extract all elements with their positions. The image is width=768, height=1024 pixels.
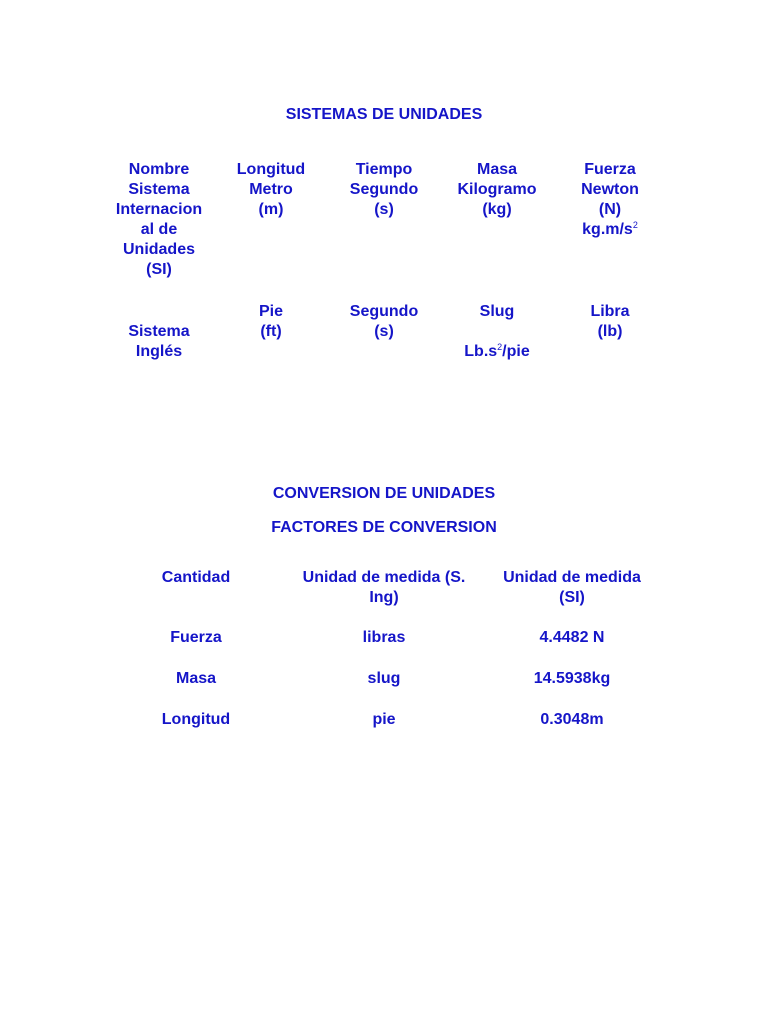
english-name-line-2: Inglés <box>135 343 183 360</box>
si-name-line-3: Internacion <box>115 201 203 218</box>
english-mass-unit <box>437 342 557 362</box>
english-mass-unit-exponent: 2 <box>497 342 503 352</box>
title-conversion-de-unidades: CONVERSION DE UNIDADES <box>272 485 496 502</box>
title-sistemas-de-unidades: SISTEMAS DE UNIDADES <box>285 106 483 123</box>
row-fuerza-english: libras <box>362 629 406 646</box>
si-time-cell <box>329 160 439 220</box>
row-masa-si: 14.5938kg <box>533 670 611 687</box>
si-mass-line-2: Kilogramo <box>457 181 537 198</box>
english-length-line-2: (ft) <box>260 323 282 340</box>
header-unidad-si <box>486 568 658 608</box>
english-time-cell <box>329 302 439 342</box>
english-mass-unit-base: Lb.s <box>464 343 498 360</box>
english-time-line-2: (s) <box>374 323 394 340</box>
english-mass-spacer <box>437 322 557 342</box>
si-force-unit-exponent: 2 <box>632 220 638 230</box>
row-masa-quantity: Masa <box>175 670 217 687</box>
english-mass-name: Slug <box>479 303 515 320</box>
si-time-line-3: (s) <box>374 201 394 218</box>
english-force-cell <box>555 302 665 342</box>
si-length-cell <box>216 160 326 220</box>
english-mass-unit-tail: /pie <box>502 343 530 360</box>
header-unidad-si-line-1: Unidad de medida <box>503 569 641 586</box>
header-unidad-si-line-2: (SI) <box>559 589 585 606</box>
si-mass-line-3: (kg) <box>482 201 512 218</box>
si-force-cell <box>555 160 665 240</box>
si-name-line-1: Nombre <box>128 161 190 178</box>
si-system-name-cell <box>100 160 218 280</box>
si-force-line-1: Fuerza <box>584 161 636 178</box>
si-force-line-3: (N) <box>598 201 622 218</box>
si-force-unit <box>555 220 665 240</box>
si-name-line-6: (SI) <box>146 261 172 278</box>
header-cantidad <box>136 568 256 588</box>
si-length-line-3: (m) <box>258 201 284 218</box>
english-force-line-2: (lb) <box>597 323 623 340</box>
si-force-unit-base: kg.m/s <box>582 221 633 238</box>
row-masa-english: slug <box>367 670 401 687</box>
english-length-cell <box>216 302 326 342</box>
row-longitud-english: pie <box>372 711 396 728</box>
english-time-line-1: Segundo <box>349 303 419 320</box>
header-unidad-ingles-line-2: Ing) <box>369 589 399 606</box>
row-longitud-quantity: Longitud <box>161 711 231 728</box>
si-mass-line-1: Masa <box>476 161 518 178</box>
english-mass-cell <box>437 302 557 362</box>
header-unidad-ingles <box>284 568 484 608</box>
english-name-line-1: Sistema <box>128 323 190 340</box>
si-force-line-2: Newton <box>581 181 639 198</box>
si-time-line-1: Tiempo <box>355 161 413 178</box>
row-longitud-si: 0.3048m <box>540 711 604 728</box>
si-name-line-2: Sistema <box>128 181 190 198</box>
header-unidad-ingles-line-1: Unidad de medida (S. <box>302 569 466 586</box>
row-fuerza-quantity: Fuerza <box>170 629 222 646</box>
english-force-line-1: Libra <box>590 303 630 320</box>
si-length-line-1: Longitud <box>236 161 306 178</box>
english-system-name-cell <box>100 322 218 362</box>
si-name-line-5: Unidades <box>122 241 195 258</box>
english-length-line-1: Pie <box>258 303 283 320</box>
row-fuerza-si: 4.4482 N <box>539 629 605 646</box>
title-factores-de-conversion: FACTORES DE CONVERSION <box>271 519 497 536</box>
si-name-line-4: al de <box>140 221 178 238</box>
header-cantidad-label: Cantidad <box>161 569 231 586</box>
si-mass-cell <box>437 160 557 220</box>
si-length-line-2: Metro <box>249 181 293 198</box>
si-time-line-2: Segundo <box>349 181 419 198</box>
